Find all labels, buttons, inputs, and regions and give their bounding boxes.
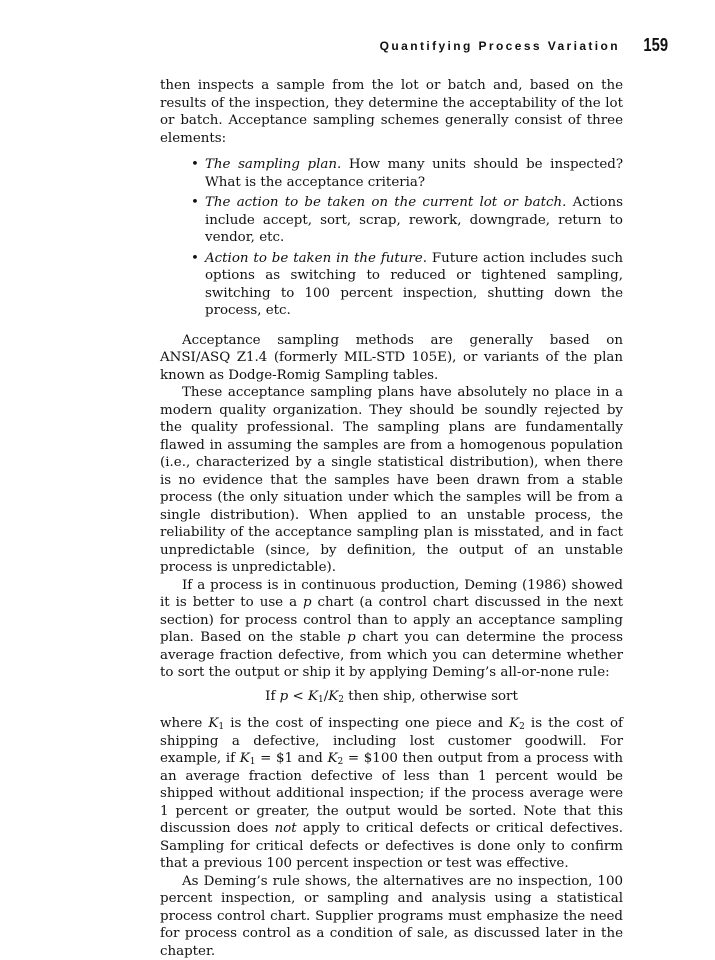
paragraph-cost-example: where $K_1$ is the cost of inspecting one piece and $K_2$ is the cost of shipping a defective, including lost customer goodwill. For example, if $K_1$ = $1 and $K_2$ = $100 then output from a process with an average fraction defective of less than 1 percent would be shipped without additional inspection; if the process average were 1 percent or greater, the output would be sorted. Note that this discussion does not apply to critical defects or critical defectives. Sampling for critical defects or defectives is done only to confirm that a previous 100 percent inspection or test was effective. <box>160 715 623 873</box>
page-header <box>160 36 670 58</box>
paragraph-ansi: Acceptance sampling methods are generally based on ANSI/ASQ Z1.4 (formerly MIL-STD 105E), or variants of the plan known as Dodge-Romig Sampling tables. <box>160 332 623 385</box>
bullet-icon: • <box>191 156 199 174</box>
list-item-term: The action to be taken on the current lot or batch. <box>205 195 566 210</box>
paragraph-rejection: These acceptance sampling plans have absolutely no place in a modern quality organization. They should be soundly rejected by the quality professional. The sampling plans are fundamentally flawed in assuming the samples are from a homogenous population (i.e., characterized by a single statistical distribution), when there is no evidence that the samples have been drawn from a stable process (the only situation under which the samples will be from a single distribution). When applied to an unstable process, the reliability of the acceptance sampling plan is misstated, and in fact unpredictable (since, by definition, the output of an unstable process is unpredictable). <box>160 384 623 577</box>
list-item-text: Future action includes such options as switching to reduced or tightened sampling, switching to 100 percent inspection, shutting down the process, etc. <box>205 251 623 319</box>
list-item <box>160 194 623 247</box>
elements-list <box>160 156 623 320</box>
list-item <box>160 156 623 191</box>
page-number: 159 <box>643 35 668 56</box>
intro-paragraph: then inspects a sample from the lot or batch and, based on the results of the inspection, they determine the acceptability of the lot or batch. Acceptance sampling schemes generally consist of three elements: <box>160 77 623 147</box>
list-item-text: How many units should be inspected? What is the acceptance criteria? <box>205 157 623 190</box>
paragraph-alternatives: As Deming’s rule shows, the alternatives are no inspection, 100 percent inspection, or sampling and analysis using a statistical process control chart. Supplier programs must emphasize the need for process control as a condition of sale, as discussed later in the chapter. <box>160 873 623 960</box>
list-item <box>160 250 623 320</box>
list-item-text: Actions include accept, sort, scrap, rework, downgrade, return to vendor, etc. <box>205 195 623 245</box>
bullet-icon: • <box>191 194 199 212</box>
running-title: Quantifying Process Variation <box>380 39 620 53</box>
bullet-icon: • <box>191 250 199 268</box>
paragraph-deming: If a process is in continuous production, Deming (1986) showed it is better to use a p chart (a control chart discussed in the next section) for process control than to apply an acceptance sampling plan. Based on the stable p chart you can determine the process average fraction defective, from which you can determine whether to sort the output or ship it by applying Deming’s all-or-none rule: <box>160 577 623 682</box>
page-body <box>160 77 623 960</box>
list-item-term: The sampling plan. <box>205 157 341 172</box>
list-item-term: Action to be taken in the future. <box>205 251 427 266</box>
all-or-none-formula: If $p < K_1/K_2$ then ship, otherwise sort <box>160 688 623 706</box>
